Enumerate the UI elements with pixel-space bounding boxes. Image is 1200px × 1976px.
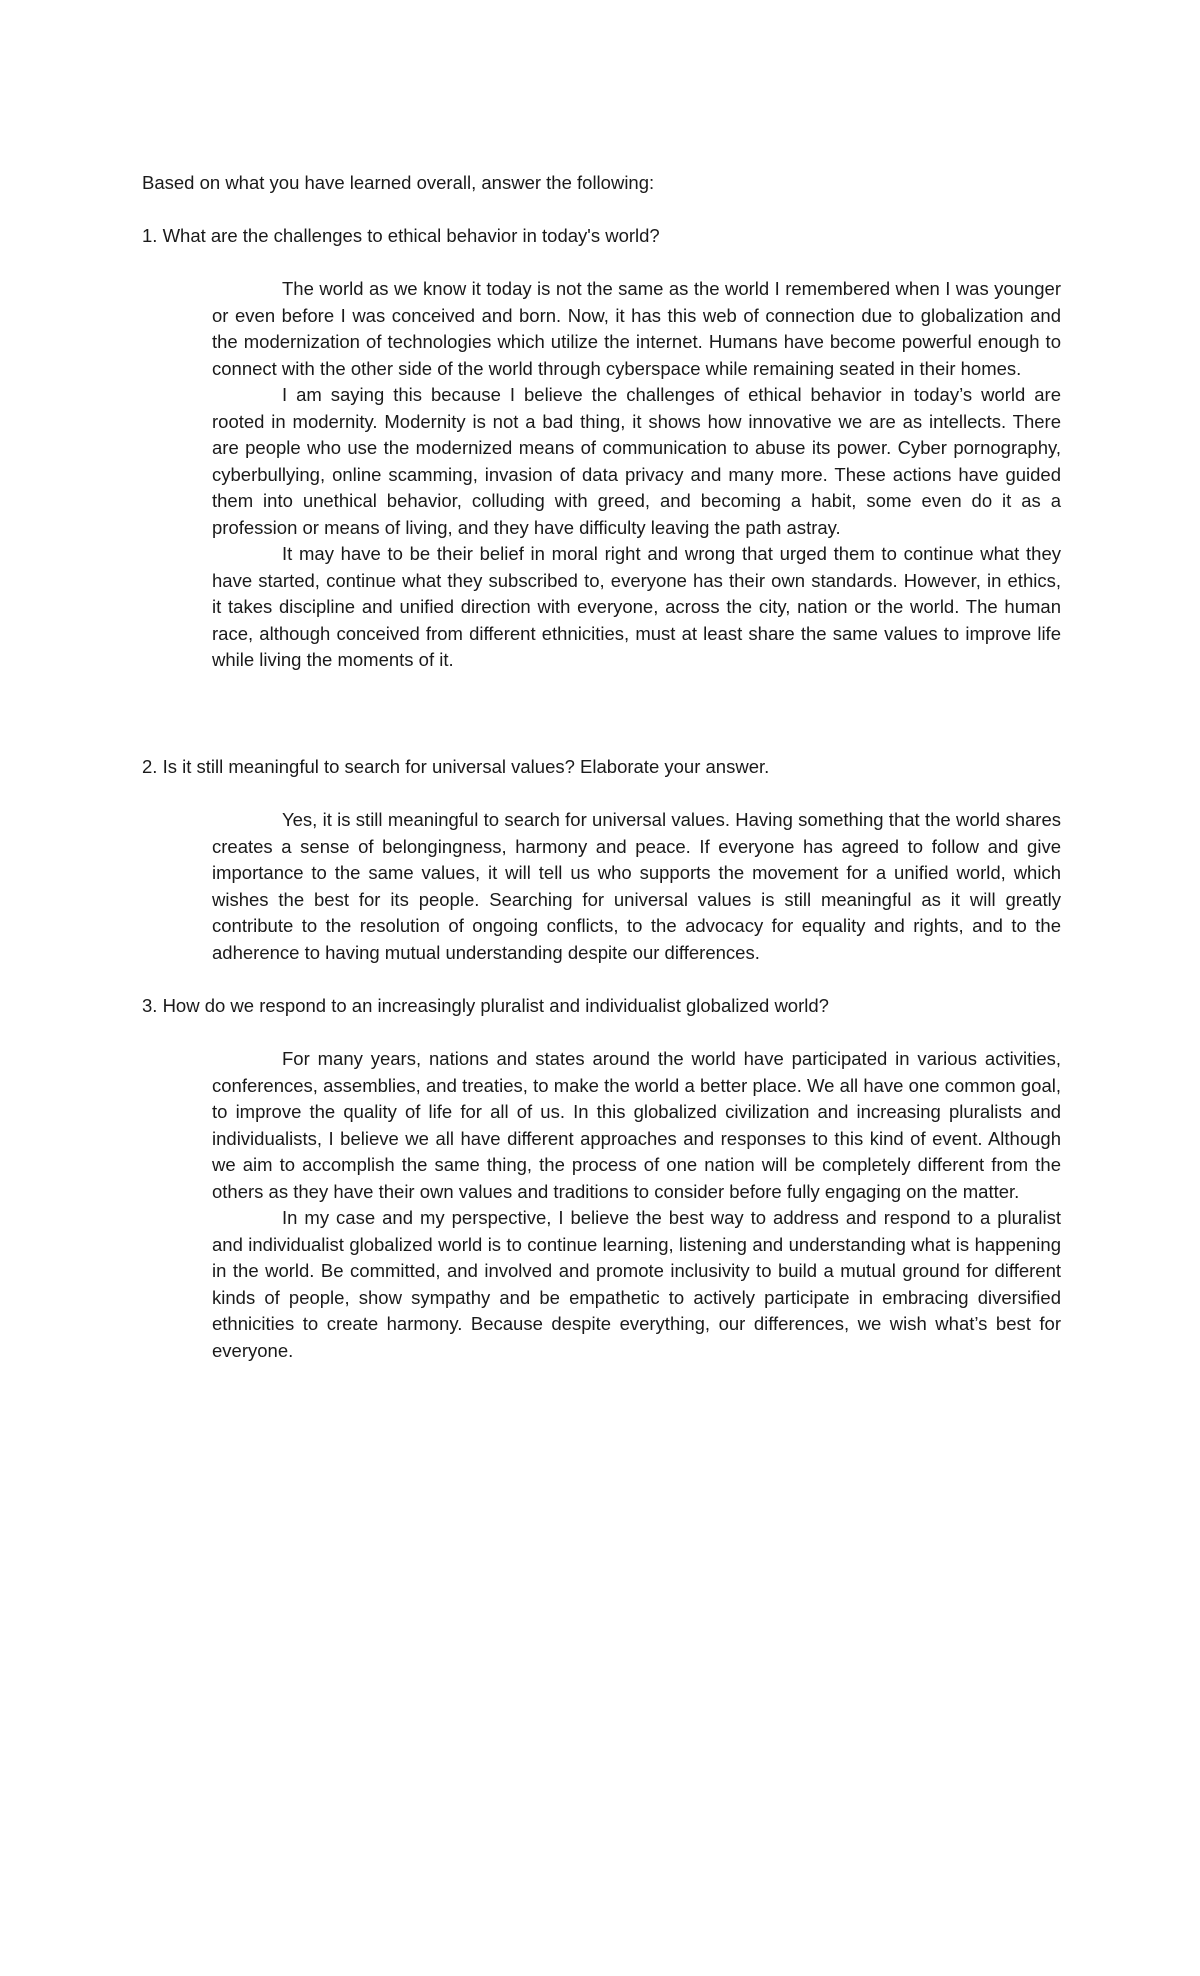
answer-3-paragraph-1: For many years, nations and states around the world have participated in various activities, conferences, assemblies, and treaties, to make the world a better place. We all have one common goal, to improve the quality of life for all of us. In this globalized civilization and increasing pluralists and individualists, I believe we all have different approaches and responses to this kind of event. Although we aim to accomplish the same thing, the process of one nation will be completely different from the others as they have their own values and traditions to consider before fully engaging on the matter. (212, 1048, 1061, 1202)
answer-1 (212, 276, 1061, 674)
intro-instruction: Based on what you have learned overall, answer the following: (142, 172, 655, 193)
answer-3-paragraph-2: In my case and my perspective, I believe the best way to address and respond to a pluralist and individualist globalized world is to continue learning, listening and understanding what is happening in the world. Be committed, and involved and promote inclusivity to build a mutual ground for different kinds of people, show sympathy and be empathetic to actively participate in embracing diversified ethnicities to create harmony. Because despite everything, our differences, we wish what’s best for everyone. (212, 1207, 1061, 1361)
question-1: 1. What are the challenges to ethical behavior in today's world? (142, 225, 660, 246)
answer-2 (212, 807, 1061, 966)
question-3: 3. How do we respond to an increasingly pluralist and individualist globalized world? (142, 995, 829, 1016)
answer-3 (212, 1046, 1061, 1364)
question-2: 2. Is it still meaningful to search for universal values? Elaborate your answer. (142, 756, 770, 777)
answer-1-paragraph-2: I am saying this because I believe the challenges of ethical behavior in today’s world are rooted in modernity. Modernity is not a bad thing, it shows how innovative we are as intellects. There are people who use the modernized means of communication to abuse its power. Cyber pornography, cyberbullying, online scamming, invasion of data privacy and many more. These actions have guided them into unethical behavior, colluding with greed, and becoming a habit, some even do it as a profession or means of living, and they have difficulty leaving the path astray. (212, 384, 1061, 538)
answer-1-paragraph-1: The world as we know it today is not the same as the world I remembered when I was younger or even before I was conceived and born. Now, it has this web of connection due to globalization and the modernization of technologies which utilize the internet. Humans have become powerful enough to connect with the other side of the world through cyberspace while remaining seated in their homes. (212, 278, 1061, 379)
answer-1-paragraph-3: It may have to be their belief in moral right and wrong that urged them to continue what they have started, continue what they subscribed to, everyone has their own standards. However, in ethics, it takes discipline and unified direction with everyone, across the city, nation or the world. The human race, although conceived from different ethnicities, must at least share the same values to improve life while living the moments of it. (212, 543, 1061, 670)
answer-2-paragraph-1: Yes, it is still meaningful to search for universal values. Having something that the world shares creates a sense of belongingness, harmony and peace. If everyone has agreed to follow and give importance to the same values, it will tell us who supports the movement for a unified world, which wishes the best for its people. Searching for universal values is still meaningful as it will greatly contribute to the resolution of ongoing conflicts, to the advocacy for equality and rights, and to the adherence to having mutual understanding despite our differences. (212, 809, 1061, 963)
